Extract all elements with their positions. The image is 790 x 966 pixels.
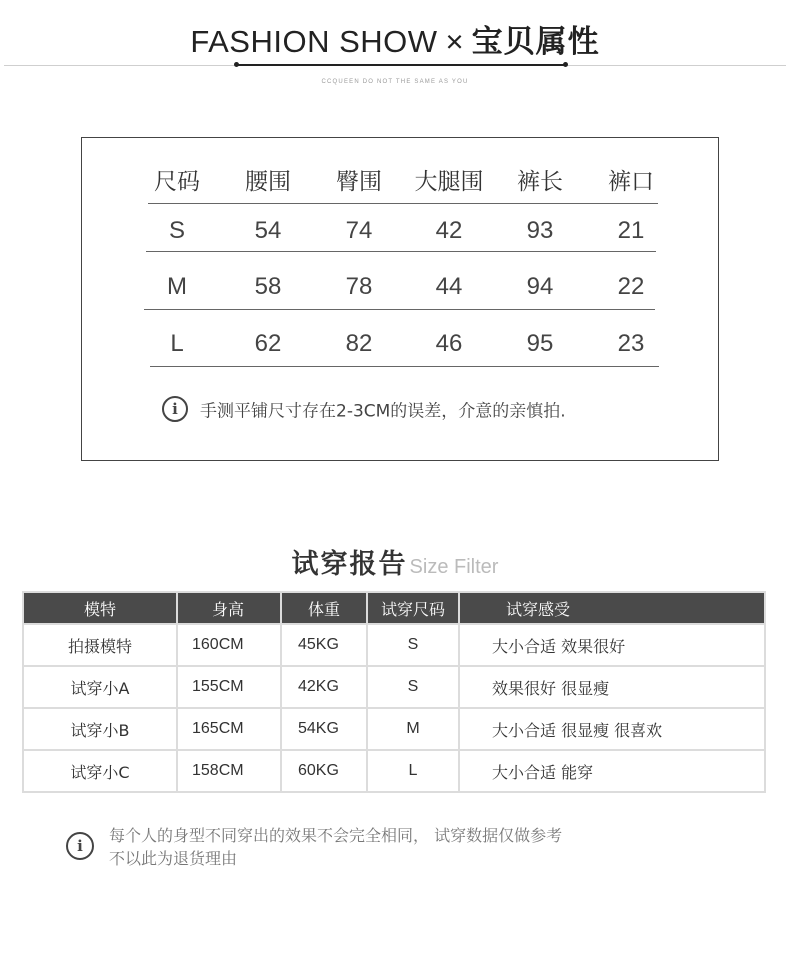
size-cell: 78 [345,273,373,300]
title-separator: × [445,24,464,59]
report-cell: 试穿小A [23,666,177,708]
size-header-cell: 裤长 [517,169,563,195]
header-subtitle: CCQUEEN DO NOT THE SAME AS YOU [321,79,469,85]
title-cn: 宝贝属性 [471,24,600,60]
size-cell: 54 [254,217,282,244]
measurement-note-text: 手测平铺尺寸存在2-3CM的误差，介意的亲慎拍. [200,401,566,422]
report-cell: 大小合适 很显瘦 很喜欢 [459,708,765,750]
size-cell: 21 [617,217,645,244]
report-cell: 拍摄模特 [23,624,177,666]
table-row [23,708,765,750]
report-cell: S [367,666,459,708]
report-cell: 165CM [177,708,281,750]
size-cell: 23 [617,330,645,357]
report-cell: S [367,624,459,666]
size-cell: 22 [617,273,645,300]
size-cell: 58 [254,273,282,300]
size-header-cell: 臀围 [336,169,382,195]
table-row [23,666,765,708]
page-title [0,16,790,61]
size-row [82,330,718,370]
size-cell: 93 [526,217,554,244]
report-title-en: Size Filter [409,556,499,578]
report-header-cell: 体重 [281,592,367,624]
size-cell: M [167,273,187,300]
report-disclaimer-text [109,824,562,870]
report-cell: 42KG [281,666,367,708]
measurement-note [162,396,566,426]
report-cell: 试穿小B [23,708,177,750]
report-cell: 45KG [281,624,367,666]
size-row [82,273,718,313]
size-cell: L [170,330,184,357]
size-cell: 95 [526,330,554,357]
size-row-divider [148,203,658,204]
title-en: FASHION SHOW [190,24,438,59]
size-header-cell: 裤口 [608,169,654,195]
report-cell: 155CM [177,666,281,708]
report-title-cn: 试穿报告 [291,549,408,580]
size-chart-header [82,163,718,203]
fitting-report-table [22,591,766,793]
size-header-cell: 尺码 [154,169,200,195]
report-header-cell: 试穿尺码 [367,592,459,624]
report-cell: 60KG [281,750,367,792]
report-cell: 54KG [281,708,367,750]
report-header-cell: 身高 [177,592,281,624]
info-circle-icon: i [66,832,94,860]
report-header-cell: 模特 [23,592,177,624]
size-header-cell: 腰围 [245,169,291,195]
size-cell: 82 [345,330,373,357]
report-cell: 160CM [177,624,281,666]
size-header-cell: 大腿围 [414,169,484,195]
size-cell: 46 [435,330,463,357]
report-header-row [23,592,765,624]
size-cell: 62 [254,330,282,357]
size-cell: 44 [435,273,463,300]
report-cell: L [367,750,459,792]
report-cell: 大小合适 能穿 [459,750,765,792]
table-row [23,624,765,666]
size-row-divider [146,251,656,252]
size-cell: 42 [435,217,463,244]
report-title [0,542,790,581]
report-cell: 大小合适 效果很好 [459,624,765,666]
header [0,0,790,100]
size-cell: 74 [345,217,373,244]
report-cell: 试穿小C [23,750,177,792]
size-row-divider [150,366,659,367]
report-cell: 158CM [177,750,281,792]
disclaimer-line: 每个人的身型不同穿出的效果不会完全相同， 试穿数据仅做参考 [109,826,563,845]
report-cell: M [367,708,459,750]
report-cell: 效果很好 很显瘦 [459,666,765,708]
header-accent-bar [236,64,566,66]
disclaimer-line: 不以此为退货理由 [109,849,238,868]
size-chart [81,137,719,461]
table-row [23,750,765,792]
size-cell: 94 [526,273,554,300]
size-cell: S [168,217,185,244]
info-circle-icon: i [162,396,188,422]
size-row-divider [144,309,655,310]
report-header-cell: 试穿感受 [459,592,765,624]
